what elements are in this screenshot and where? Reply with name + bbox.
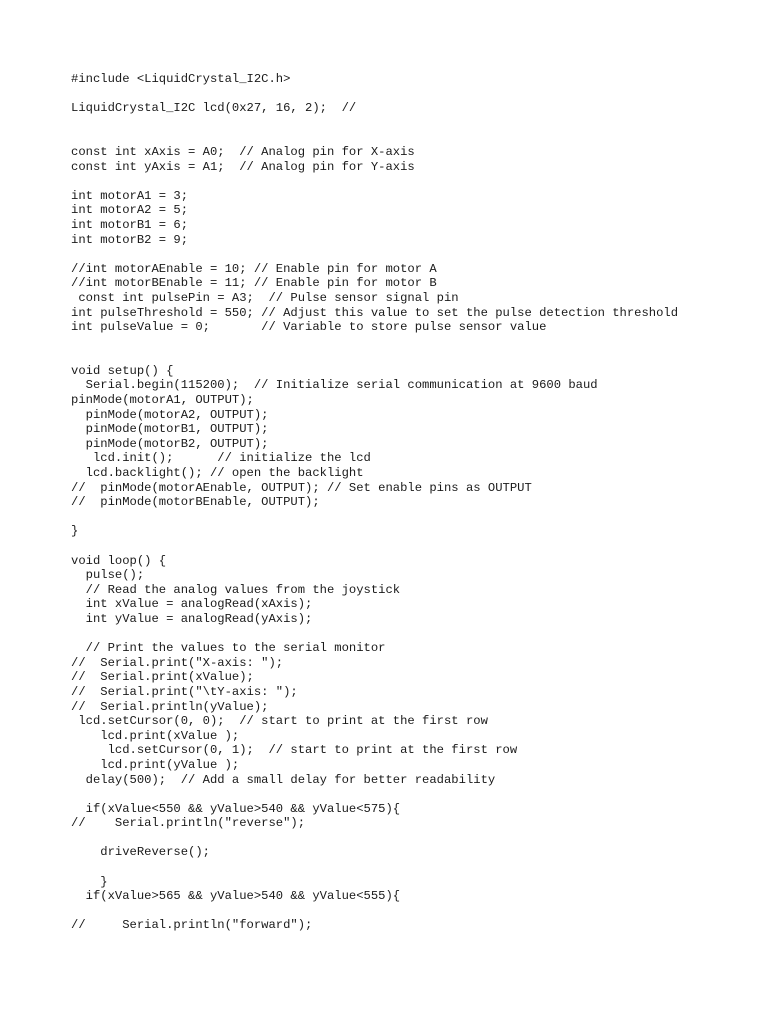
code-line: Serial.begin(115200); // Initialize serial communication at 9600 baud	[71, 378, 598, 393]
code-line: int pulseValue = 0; // Variable to store pulse sensor value	[71, 320, 547, 335]
code-line: int yValue = analogRead(yAxis);	[71, 611, 313, 626]
code-line: lcd.setCursor(0, 1); // start to print at the first row	[71, 743, 518, 758]
code-line: delay(500); // Add a small delay for better readability	[71, 772, 496, 787]
code-line	[71, 116, 678, 131]
code-line	[71, 130, 678, 145]
code-line: // Serial.println("reverse");	[71, 816, 306, 831]
code-line: pinMode(motorB2, OUTPUT);	[71, 436, 269, 451]
code-line: pulse();	[71, 568, 145, 583]
code-line: int motorB2 = 9;	[71, 232, 189, 247]
code-line: if(xValue>565 && yValue>540 && yValue<555){	[71, 889, 401, 904]
code-line: const int yAxis = A1; // Analog pin for Y-axis	[71, 159, 415, 174]
code-line	[71, 87, 678, 102]
code-line: // Serial.println("forward");	[71, 918, 313, 933]
code-line	[71, 335, 678, 350]
code-line: pinMode(motorB1, OUTPUT);	[71, 422, 269, 437]
code-line: LiquidCrystal_I2C lcd(0x27, 16, 2); //	[71, 101, 357, 116]
code-line: lcd.setCursor(0, 0); // start to print at the first row	[71, 714, 488, 729]
code-line: }	[71, 874, 108, 889]
code-line	[71, 860, 678, 875]
code-line: // pinMode(motorBEnable, OUTPUT);	[71, 495, 320, 510]
code-line: // Print the values to the serial monitor	[71, 641, 386, 656]
code-line	[71, 349, 678, 364]
code-line	[71, 787, 678, 802]
code-line: pinMode(motorA2, OUTPUT);	[71, 407, 269, 422]
code-line: int motorA2 = 5;	[71, 203, 189, 218]
code-line: // pinMode(motorAEnable, OUTPUT); // Set enable pins as OUTPUT	[71, 480, 532, 495]
code-line: //int motorBEnable = 11; // Enable pin for motor B	[71, 276, 437, 291]
code-line: // Serial.print(xValue);	[71, 670, 254, 685]
code-line: lcd.backlight(); // open the backlight	[71, 466, 364, 481]
code-line	[71, 247, 678, 262]
source-code-listing	[71, 72, 678, 933]
code-line: lcd.print(xValue );	[71, 728, 240, 743]
code-line: const int xAxis = A0; // Analog pin for X-axis	[71, 144, 415, 159]
code-line: // Serial.print("X-axis: ");	[71, 655, 284, 670]
code-line: // Serial.print("\tY-axis: ");	[71, 684, 298, 699]
code-line	[71, 831, 678, 846]
code-line: int motorA1 = 3;	[71, 188, 189, 203]
code-line: int xValue = analogRead(xAxis);	[71, 597, 313, 612]
code-line	[71, 510, 678, 525]
code-line	[71, 174, 678, 189]
code-line	[71, 627, 678, 642]
code-line: lcd.print(yValue );	[71, 757, 240, 772]
code-line	[71, 539, 678, 554]
code-line: }	[71, 524, 79, 539]
code-line: void setup() {	[71, 363, 174, 378]
code-line: int pulseThreshold = 550; // Adjust this value to set the pulse detection threshold	[71, 305, 679, 320]
code-line: #include <LiquidCrystal_I2C.h>	[71, 72, 291, 86]
code-line: //int motorAEnable = 10; // Enable pin for motor A	[71, 261, 437, 276]
code-line: // Read the analog values from the joystick	[71, 582, 401, 597]
code-line: const int pulsePin = A3; // Pulse sensor signal pin	[71, 290, 459, 305]
code-line: lcd.init(); // initialize the lcd	[71, 451, 371, 466]
code-line: pinMode(motorA1, OUTPUT);	[71, 393, 254, 408]
code-line: driveReverse();	[71, 845, 210, 860]
code-line: // Serial.println(yValue);	[71, 699, 269, 714]
code-line: int motorB1 = 6;	[71, 217, 189, 232]
code-line	[71, 904, 678, 919]
code-line: if(xValue<550 && yValue>540 && yValue<575){	[71, 801, 401, 816]
code-line: void loop() {	[71, 553, 167, 568]
